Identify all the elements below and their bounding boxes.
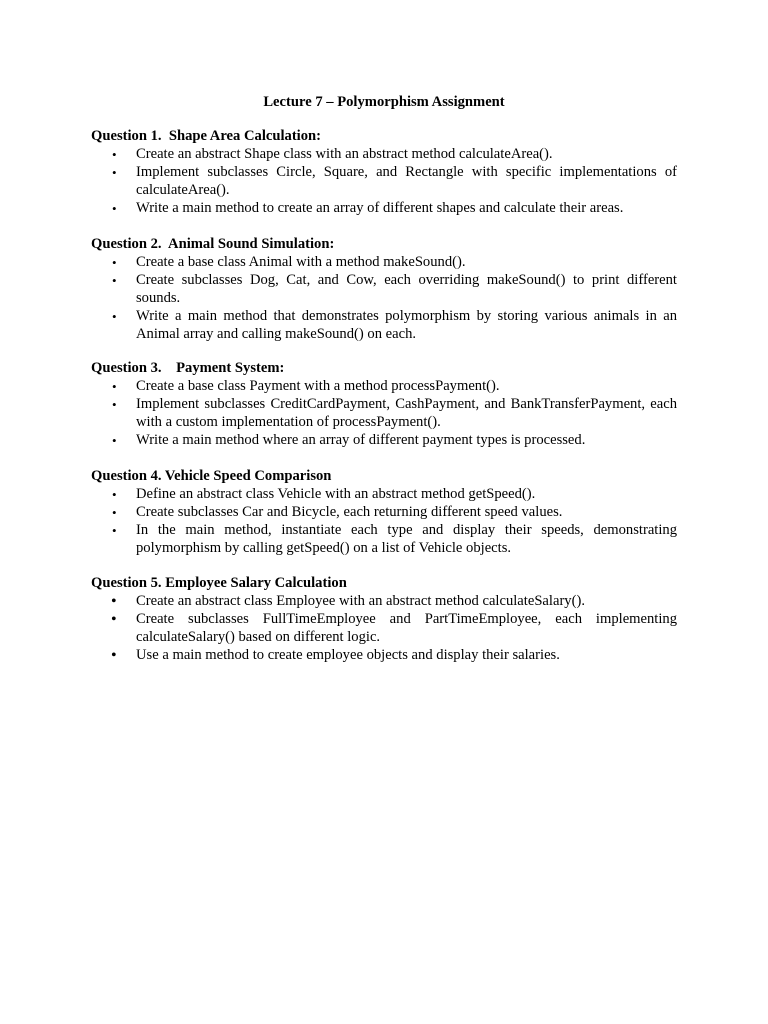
bullet-list bbox=[91, 146, 677, 218]
bullet-list bbox=[91, 486, 677, 558]
list-item-text: Create subclasses Car and Bicycle, each returning different speed values. bbox=[136, 503, 563, 520]
list-item-text: Create an abstract Shape class with an abstract method calculateArea(). bbox=[136, 145, 553, 162]
bullet-icon: • bbox=[112, 522, 117, 538]
question-1 bbox=[91, 128, 677, 218]
bullet-icon: • bbox=[111, 646, 117, 664]
bullet-icon: • bbox=[112, 504, 117, 520]
list-item bbox=[91, 504, 677, 522]
list-item-text: Create a base class Animal with a method makeSound(). bbox=[136, 253, 466, 270]
bullet-icon: • bbox=[111, 592, 117, 610]
document-title: Lecture 7 – Polymorphism Assignment bbox=[263, 94, 505, 110]
question-5 bbox=[91, 575, 677, 665]
list-item-text: Create subclasses FullTimeEmployee and PartTimeEmployee, each implementing calculateSalary() based on different logic. bbox=[136, 610, 677, 645]
bullet-icon: • bbox=[112, 378, 117, 394]
list-item-text: Write a main method where an array of different payment types is processed. bbox=[136, 431, 586, 448]
list-item-text: Write a main method that demonstrates polymorphism by storing various animals in an Animal array and calling makeSound() on each. bbox=[136, 307, 677, 342]
list-item bbox=[91, 308, 677, 344]
question-2 bbox=[91, 236, 677, 343]
question-4 bbox=[91, 468, 677, 558]
list-item bbox=[91, 146, 677, 164]
list-item bbox=[91, 272, 677, 308]
list-item bbox=[91, 611, 677, 647]
list-item bbox=[91, 378, 677, 396]
list-item bbox=[91, 486, 677, 504]
list-item-text: Create a base class Payment with a method processPayment(). bbox=[136, 377, 500, 394]
list-item bbox=[91, 254, 677, 272]
bullet-list bbox=[91, 254, 677, 344]
list-item-text: Implement subclasses Circle, Square, and Rectangle with specific implementations of calculateArea(). bbox=[136, 163, 677, 198]
list-item-text: In the main method, instantiate each type and display their speeds, demonstrating polymorphism by calling getSpeed() on a list of Vehicle objects. bbox=[136, 521, 677, 556]
bullet-icon: • bbox=[112, 396, 117, 412]
bullet-icon: • bbox=[112, 164, 117, 180]
list-item-text: Create an abstract class Employee with an abstract method calculateSalary(). bbox=[136, 592, 585, 609]
list-item-text: Implement subclasses CreditCardPayment, CashPayment, and BankTransferPayment, each with a custom implementation of processPayment(). bbox=[136, 395, 677, 430]
bullet-icon: • bbox=[112, 200, 117, 216]
bullet-icon: • bbox=[112, 272, 117, 288]
list-item bbox=[91, 593, 677, 611]
list-item-text: Use a main method to create employee objects and display their salaries. bbox=[136, 646, 560, 663]
question-heading: Question 2. Animal Sound Simulation: bbox=[91, 236, 335, 252]
question-heading: Question 1. Shape Area Calculation: bbox=[91, 128, 322, 144]
list-item-text: Create subclasses Dog, Cat, and Cow, each overriding makeSound() to print different sounds. bbox=[136, 271, 677, 306]
question-heading: Question 5. Employee Salary Calculation bbox=[91, 575, 347, 591]
bullet-icon: • bbox=[112, 254, 117, 270]
question-3 bbox=[91, 360, 677, 450]
bullet-icon: • bbox=[112, 308, 117, 324]
bullet-list bbox=[91, 378, 677, 450]
bullet-list bbox=[91, 593, 677, 665]
list-item-text: Write a main method to create an array of different shapes and calculate their areas. bbox=[136, 199, 624, 216]
bullet-icon: • bbox=[112, 432, 117, 448]
list-item-text: Define an abstract class Vehicle with an abstract method getSpeed(). bbox=[136, 485, 536, 502]
list-item bbox=[91, 396, 677, 432]
question-heading: Question 3. Payment System: bbox=[91, 360, 285, 376]
list-item bbox=[91, 164, 677, 200]
list-item bbox=[91, 432, 677, 450]
list-item bbox=[91, 522, 677, 558]
bullet-icon: • bbox=[111, 610, 117, 628]
question-heading: Question 4. Vehicle Speed Comparison bbox=[91, 468, 332, 484]
bullet-icon: • bbox=[112, 146, 117, 162]
list-item bbox=[91, 647, 677, 665]
list-item bbox=[91, 200, 677, 218]
bullet-icon: • bbox=[112, 486, 117, 502]
